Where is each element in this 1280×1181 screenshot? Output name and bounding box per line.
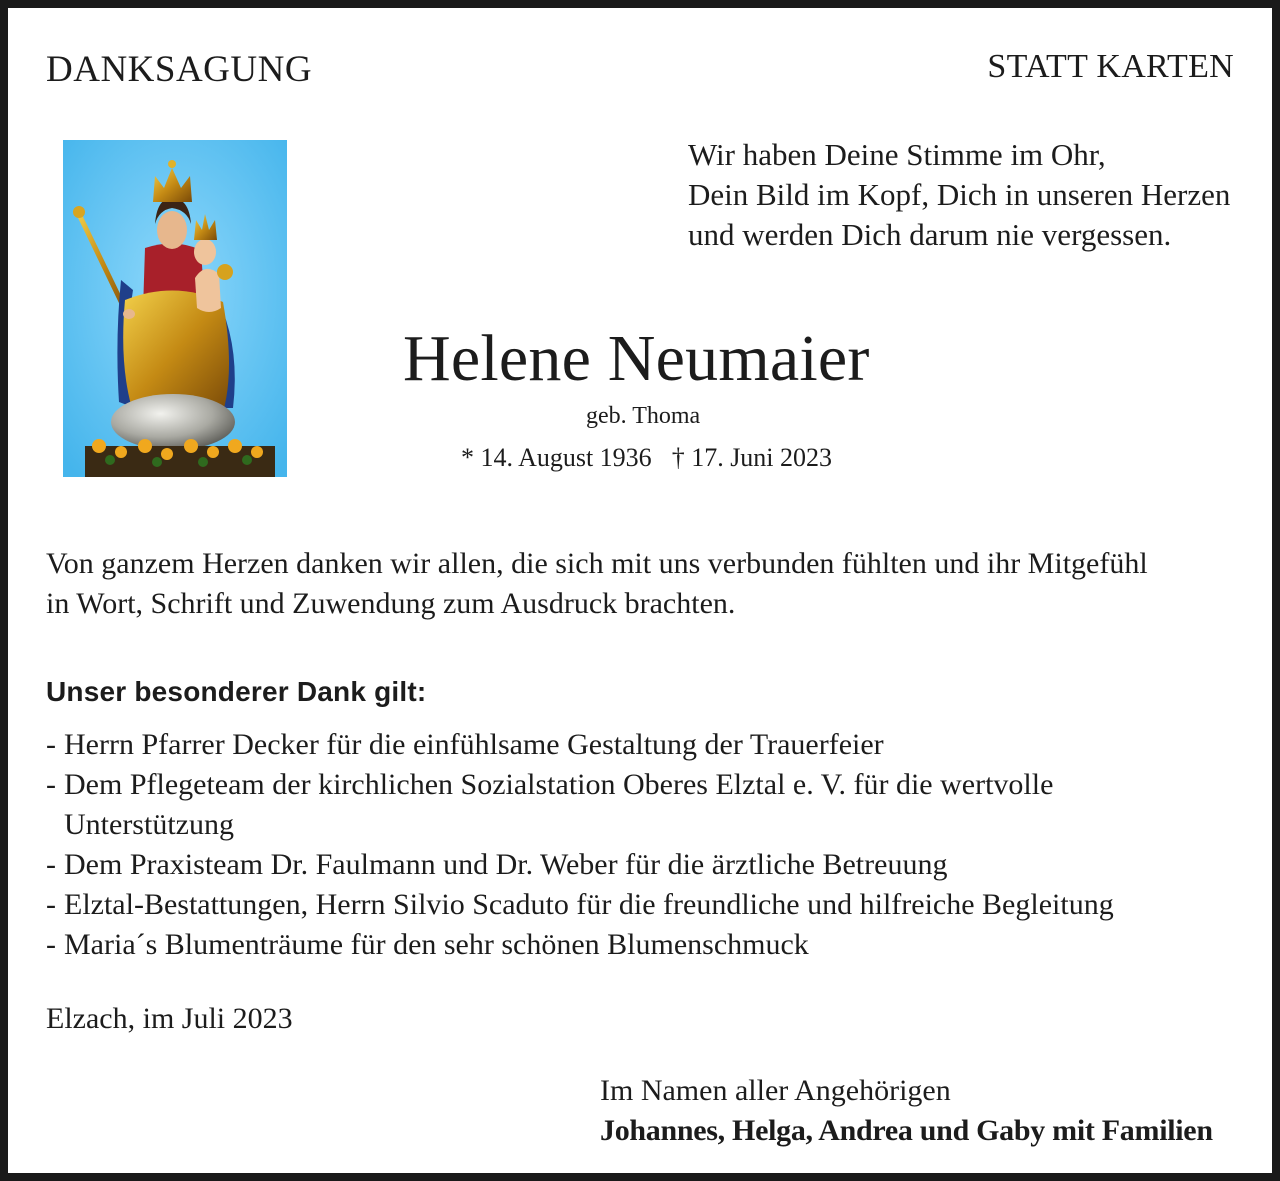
header-statt-karten: STATT KARTEN <box>987 48 1234 85</box>
motto-line: Dein Bild im Kopf, Dich in unseren Herzen <box>688 177 1231 212</box>
motto-line: Wir haben Deine Stimme im Ohr, <box>688 137 1106 172</box>
list-item <box>46 725 1114 765</box>
thanks-line: in Wort, Schrift und Zuwendung zum Ausdruck brachten. <box>46 587 736 620</box>
thanks-paragraph <box>46 544 1148 624</box>
list-item <box>46 765 1114 845</box>
life-dates <box>461 443 832 473</box>
special-thanks-heading: Unser besonderer Dank gilt: <box>46 676 427 707</box>
memorial-motto <box>688 135 1230 255</box>
list-dash: - <box>46 928 56 961</box>
signoff-names: Johannes, Helga, Andrea und Gaby mit Familien <box>600 1114 1213 1147</box>
list-dash: - <box>46 768 56 801</box>
death-date: † 17. Juni 2023 <box>671 443 833 472</box>
madonna-statue-picture <box>63 140 287 477</box>
list-item-continuation: Unterstützung <box>64 808 234 841</box>
motto-line: und werden Dich darum nie vergessen. <box>688 217 1172 252</box>
list-dash: - <box>46 888 56 921</box>
list-item-text: Elztal-Bestattungen, Herrn Silvio Scaduto für die freundliche und hilfreiche Begleitung <box>64 888 1114 921</box>
list-dash: - <box>46 848 56 881</box>
list-dash: - <box>46 728 56 761</box>
signoff-intro: Im Namen aller Angehörigen <box>600 1074 951 1107</box>
list-item <box>46 925 1114 965</box>
list-item-text: Dem Pflegeteam der kirchlichen Sozialstation Oberes Elztal e. V. für die wertvolle <box>64 768 1054 801</box>
birth-name: geb. Thoma <box>586 403 701 429</box>
list-item-text: Herrn Pfarrer Decker für die einfühlsame Gestaltung der Trauerfeier <box>64 728 884 761</box>
list-item-text: Maria´s Blumenträume für den sehr schönen Blumenschmuck <box>64 928 809 961</box>
list-item <box>46 845 1114 885</box>
header-danksagung: DANKSAGUNG <box>46 49 313 90</box>
birth-date: * 14. August 1936 <box>461 443 652 472</box>
list-item <box>46 885 1114 925</box>
place-and-date: Elzach, im Juli 2023 <box>46 1002 293 1035</box>
special-thanks-list <box>46 725 1114 965</box>
deceased-name: Helene Neumaier <box>403 322 870 395</box>
list-item-text: Dem Praxisteam Dr. Faulmann und Dr. Weber für die ärztliche Betreuung <box>64 848 948 881</box>
thanks-line: Von ganzem Herzen danken wir allen, die sich mit uns verbunden fühlten und ihr Mitgefühl <box>46 547 1148 580</box>
